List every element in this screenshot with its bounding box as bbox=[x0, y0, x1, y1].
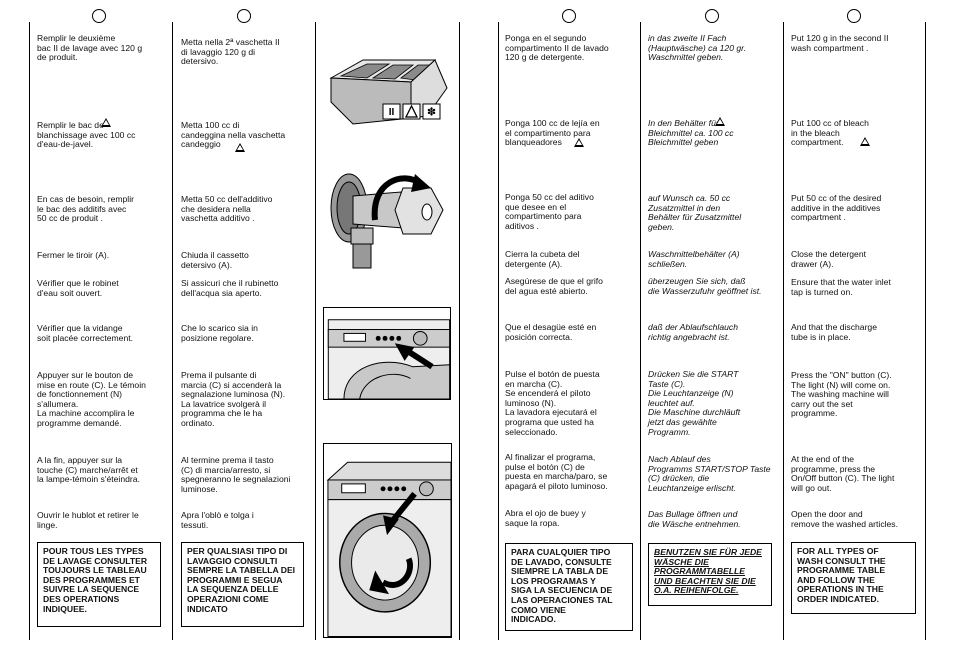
column-rule bbox=[783, 22, 784, 640]
en-step-7: Press the "ON" button (C). The light (N) will come on. The washing machine will carry out the set programme. bbox=[791, 370, 892, 419]
machine-door-illustration bbox=[323, 443, 452, 638]
de-step-5: überzeugen Sie sich, daß die Wasserzufuhr geöffnet ist. bbox=[648, 276, 762, 296]
column-spanish bbox=[505, 0, 633, 668]
column-rule bbox=[459, 22, 460, 640]
de-step-4: Waschmittelbehälter (A) schließen. bbox=[648, 249, 740, 269]
en-step-1: Put 120 g in the second II wash compartment . bbox=[791, 33, 889, 53]
de-step-6: daß der Ablaufschlauch richtig angebracht ist. bbox=[648, 322, 738, 342]
fr-step-6: Vérifier que la vidange soit placée correctement. bbox=[37, 323, 134, 343]
column-english bbox=[791, 0, 919, 668]
es-step-6: Que el desagüe esté en posición correcta. bbox=[505, 322, 597, 342]
fr-step-5: Vérifier que le robinet d'eau soit ouvert. bbox=[37, 278, 119, 298]
en-step-6: And that the discharge tube is in place. bbox=[791, 322, 877, 342]
es-step-4: Cierra la cubeta del detergente (A). bbox=[505, 249, 580, 269]
en-step-5: Ensure that the water inlet tap is turned on. bbox=[791, 277, 891, 297]
it-step-6: Che lo scarico sia in posizione regolare. bbox=[181, 323, 258, 343]
column-rule bbox=[640, 22, 641, 640]
it-step-2: Metta 100 cc di candeggina nella vaschetta candeggio bbox=[181, 120, 286, 150]
fr-step-1: Remplir le deuxième bac II de lavage avec 120 g de produit. bbox=[37, 33, 143, 63]
es-step-7: Pulse el botón de puesta en marcha (C). Se encenderá el piloto luminoso (N). La lavadora ejecutará el programa que usted ha seleccionado. bbox=[505, 369, 600, 437]
it-step-3: Metta 50 cc dell'additivo che desidera nella vaschetta additivo . bbox=[181, 194, 273, 224]
bleach-triangle-icon bbox=[235, 143, 245, 152]
bleach-triangle-icon bbox=[101, 118, 111, 127]
column-rule bbox=[315, 22, 316, 640]
de-step-9: Das Bullage öffnen und die Wäsche entnehmen. bbox=[648, 509, 741, 529]
en-step-8: At the end of the programme, press the On/Off button (C). The light will go out. bbox=[791, 454, 895, 493]
en-step-4: Close the detergent drawer (A). bbox=[791, 249, 867, 269]
en-step-3: Put 50 cc of the desired additive in the additives compartment . bbox=[791, 193, 882, 223]
tap-illustration bbox=[323, 162, 452, 278]
bleach-triangle-icon bbox=[574, 138, 584, 147]
fr-step-4: Fermer le tiroir (A). bbox=[37, 250, 110, 260]
fr-step-3: En cas de besoin, remplir le bac des additifs avec 50 cc de produit . bbox=[37, 194, 134, 224]
es-step-9: Abra el ojo de buey y saque la ropa. bbox=[505, 508, 586, 528]
drawer-label-additive: ✽ bbox=[426, 105, 437, 119]
machine-button-illustration bbox=[323, 307, 451, 400]
es-step-8: Al finalizar el programa, pulse el botón (C) de puesta en marcha/paro, se apagará el piloto luminoso. bbox=[505, 452, 608, 491]
fr-step-9: Ouvrir le hublot et retirer le linge. bbox=[37, 510, 139, 530]
it-step-9: Apra l'oblò e tolga i tessuti. bbox=[181, 510, 254, 530]
de-step-3: auf Wunsch ca. 50 cc Zusatzmittel in den Behälter für Zusatzmittel geben. bbox=[648, 193, 742, 232]
it-step-7: Prema il pulsante di marcia (C) si accenderà la segnalazione luminosa (N). La lavatrice svolgerà il programma che le ha ordinato. bbox=[181, 370, 286, 428]
es-notice-box: PARA CUALQUIER TIPO DE LAVADO, CONSULTE SIEMPRE LA TABLA DE LOS PROGRAMAS Y SIGA LA SECUENCIA DE LAS OPERACIONES TAL COMO VIENE INDICADO. bbox=[505, 543, 633, 631]
fr-step-2: Remplir le bac de blanchissage avec 100 cc d'eau-de-javel. bbox=[37, 120, 136, 150]
es-step-5: Asegúrese de que el grifo del agua esté abierto. bbox=[505, 276, 603, 296]
column-rule bbox=[172, 22, 173, 640]
it-notice-box: PER QUALSIASI TIPO DI LAVAGGIO CONSULTI SEMPRE LA TABELLA DEI PROGRAMMI E SEGUA LA SEQUENZA DELLE OPERAZIONI COME INDICATO bbox=[181, 542, 304, 627]
de-step-7: Drücken Sie die START Taste (C). Die Leuchtanzeige (N) leuchtet auf. Die Maschine durchläuft jetzt das gewählte Programm. bbox=[648, 369, 741, 437]
de-step-2: In den Behälter für Bleichmittel ca. 100 cc Bleichmittel geben bbox=[648, 118, 734, 148]
it-step-1: Metta nella 2ª vaschetta II di lavaggio 120 g di detersivo. bbox=[181, 37, 280, 67]
it-step-8: Al termine prema il tasto (C) di marcia/arresto, si spegneranno le segnalazioni luminose. bbox=[181, 455, 291, 494]
de-step-8: Nach Ablauf des Programms START/STOP Taste (C) drücken, die Leuchtanzeige erlischt. bbox=[648, 454, 771, 493]
column-rule bbox=[925, 22, 926, 640]
drawer-label-ii: II bbox=[388, 107, 395, 118]
it-step-5: Si assicuri che il rubinetto dell'acqua sia aperto. bbox=[181, 278, 279, 298]
column-rule bbox=[29, 22, 30, 640]
de-step-1: in das zweite II Fach (Hauptwäsche) ca 120 gr. Waschmittel geben. bbox=[648, 33, 747, 63]
column-french bbox=[37, 0, 165, 668]
de-notice-box: BENUTZEN SIE FÜR JEDE WÄSCHE DIE PROGRAMMTABELLE UND BEACHTEN SIE DIE O.A. REIHENFOLGE. bbox=[648, 543, 772, 606]
en-notice-box: FOR ALL TYPES OF WASH CONSULT THE PROGRAMME TABLE AND FOLLOW THE OPERATIONS IN THE ORDER INDICATED. bbox=[791, 542, 916, 614]
fr-step-8: A la fin, appuyer sur la touche (C) marche/arrêt et la lampe-témoin s'éteindra. bbox=[37, 455, 140, 485]
column-rule bbox=[498, 22, 499, 640]
bleach-triangle-icon bbox=[715, 117, 725, 126]
en-step-2: Put 100 cc of bleach in the bleach compartment. bbox=[791, 118, 869, 148]
column-italian bbox=[181, 0, 309, 668]
es-step-2: Ponga 100 cc de lejía en el compartimento para blanqueadores bbox=[505, 118, 600, 148]
es-step-3: Ponga 50 cc del aditivo que desee en el compartimento para aditivos . bbox=[505, 192, 594, 231]
fr-notice-box: POUR TOUS LES TYPES DE LAVAGE CONSULTER TOUJOURS LE TABLEAU DES PROGRAMMES ET SUIVRE LA SEQUENCE DES OPERATIONS INDIQUEE. bbox=[37, 542, 161, 627]
drawer-illustration bbox=[323, 38, 452, 131]
es-step-1: Ponga en el segundo compartimento II de lavado 120 g de detergente. bbox=[505, 33, 609, 63]
en-step-9: Open the door and remove the washed articles. bbox=[791, 509, 898, 529]
column-german bbox=[648, 0, 776, 668]
fr-step-7: Appuyer sur le bouton de mise en route (C). Le témoin de fonctionnement (N) s'allumera. La machine accomplira le programme demandé. bbox=[37, 370, 146, 428]
it-step-4: Chiuda il cassetto detersivo (A). bbox=[181, 250, 249, 270]
bleach-triangle-icon bbox=[860, 137, 870, 146]
